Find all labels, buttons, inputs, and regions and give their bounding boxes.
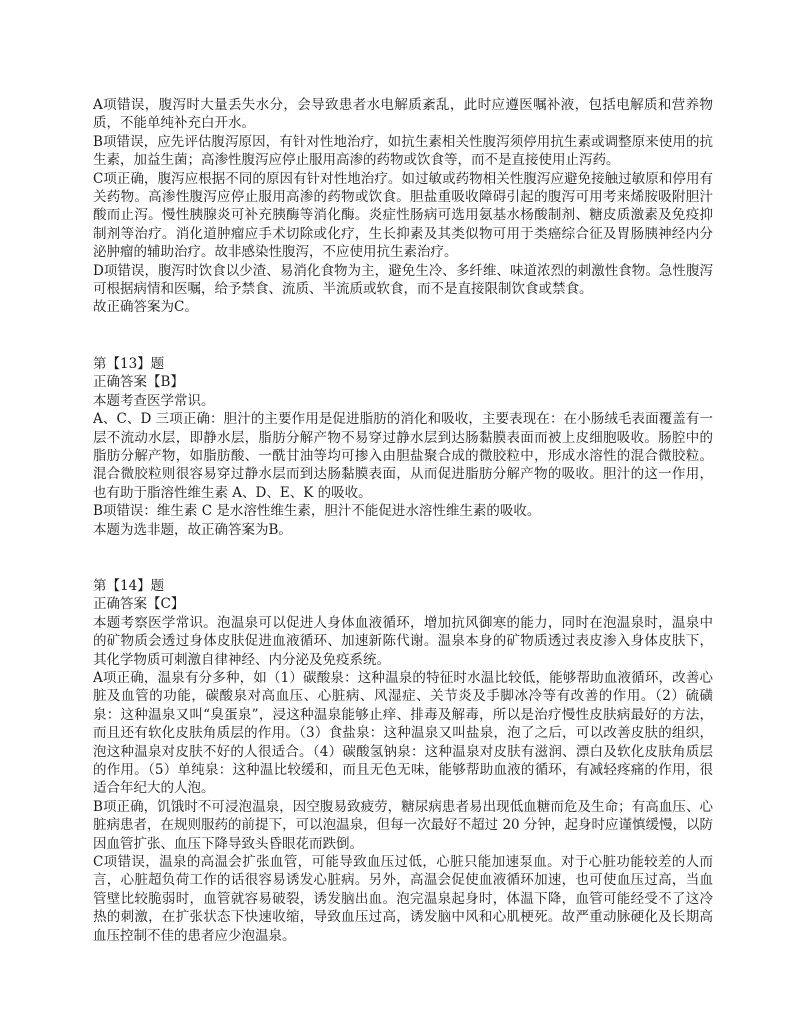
explanation-option-b: B项正确，饥饿时不可浸泡温泉，因空腹易致疲劳，糖尿病患者易出现低血糖而危及生命；有高血压、心脏病患者，在规则服药的前提下，可以泡温泉，但每一次最好不超过 20 分钟，起身时应谨慎缓慢，以防因血管扩张、血压下降导致头昏眼花而跌倒。	[93, 798, 713, 852]
topic-statement: 本题考查医学常识。	[93, 392, 215, 409]
explanation-option-b: B项错误：维生素 C 是水溶性维生素，胆汁不能促进水溶性维生素的吸收。	[93, 503, 541, 520]
explanation-option-d: D项错误，腹泻时饮食以少渣、易消化食物为主，避免生冷、多纤维、味道浓烈的刺激性食物。急性腹泻可根据病情和医嘱，给予禁食、流质、半流质或软食，而不是直接限制饮食或禁食。	[93, 262, 713, 298]
final-answer-statement: 故正确答案为C。	[93, 299, 198, 316]
topic-statement: 本题考察医学常识。泡温泉可以促进人身体血液循环，增加抗风御寒的能力，同时在泡温泉时，温泉中的矿物质会透过身体皮肤促进血液循环、加速新陈代谢。温泉本身的矿物质透过表皮渗入身体皮肤下，其化学物质可刺激自律神经、内分泌及免疫系统。	[93, 614, 713, 668]
question-13	[93, 355, 713, 539]
final-answer-statement: 本题为选非题，故正确答案为B。	[93, 521, 292, 538]
explanation-option-c: C项正确，腹泻应根据不同的原因有针对性地治疗。如过敏或药物相关性腹泻应避免接触过敏原和停用有关药物。高渗性腹泻应停止服用高渗的药物或饮食。胆盐重吸收障碍引起的腹泻可用考来烯胺吸附胆汁酸而止泻。慢性胰腺炎可补充胰酶等消化酶。炎症性肠病可选用氨基水杨酸制剂、糖皮质激素及免疫抑制剂等治疗。消化道肿瘤应手术切除或化疗，生长抑素及其类似物可用于类癌综合征及胃肠胰神经内分泌肿瘤的辅助治疗。故非感染性腹泻，不应使用抗生素治疗。	[93, 170, 713, 261]
question-title: 第【13】题	[93, 355, 165, 372]
correct-answer: 正确答案【C】	[93, 596, 185, 613]
question-title: 第【14】题	[93, 577, 165, 594]
explanation-option-c: C项错误，温泉的高温会扩张血管，可能导致血压过低，心脏只能加速泵血。对于心脏功能较差的人而言，心脏超负荷工作的话很容易诱发心脏病。另外，高温会促使血液循环加速，也可使血压过高，当血管壁比较脆弱时，血管就容易破裂，诱发脑出血。泡完温泉起身时，体温下降，血管可能经受不了这冷热的刺激，在扩张状态下快速收缩，导致血压过高，诱发脑中风和心肌梗死。故严重动脉硬化及长期高血压控制不佳的患者应少泡温泉。	[93, 854, 713, 944]
explanation-option-a: A项错误，腹泻时大量丢失水分，会导致患者水电解质紊乱，此时应遵医嘱补液，包括电解质和营养物质，不能单纯补充白开水。	[93, 97, 713, 132]
explanation-option-a: A项正确，温泉有分多种，如（1）碳酸泉：这种温泉的特征时水温比较低，能够帮助血液循环，改善心脏及血管的功能，碳酸泉对高血压、心脏病、风湿症、关节炎及手脚冰冷等有改善的作用。（2）硫磺泉：这种温泉又叫“臭蛋泉”，浸这种温泉能够止痒、排毒及解毒，所以是治疗慢性皮肤病最好的方法，而且还有软化皮肤角质层的作用。（3）食盐泉：这种温泉又叫盐泉，泡了之后，可以改善皮肤的组织，泡这种温泉对皮肤不好的人很适合。（4）碳酸氢钠泉：这种温泉对皮肤有滋润、漂白及软化皮肤角质层的作用。（5）单纯泉：这种温比较缓和，而且无色无味，能够帮助血液的循环，有减轻疼痛的作用，很适合年纪大的人泡。	[93, 669, 713, 797]
document-page	[93, 96, 713, 945]
correct-answer: 正确答案【B】	[93, 374, 184, 391]
section-spacer	[93, 539, 713, 577]
question-14	[93, 577, 713, 945]
question-12-explanation	[93, 96, 713, 317]
explanation-options-acd: A、C、D 三项正确：胆汁的主要作用是促进脂肪的消化和吸收，主要表现在：在小肠绒毛表面覆盖有一层不流动水层，即静水层，脂肪分解产物不易穿过静水层到达肠黏膜表面而被上皮细胞吸收。肠腔中的脂肪分解产物，如脂肪酸、一酰甘油等均可掺入由胆盐聚合成的微胶粒中，形成水溶性的混合微胶粒。混合微胶粒则很容易穿过静水层而到达肠黏膜表面，从而促进脂肪分解产物的吸收。胆汁的这一作用，也有助于脂溶性维生素 A、D、E、K 的吸收。	[93, 411, 713, 501]
explanation-option-b: B项错误，应先评估腹泻原因，有针对性地治疗，如抗生素相关性腹泻须停用抗生素或调整原来使用的抗生素，加益生菌；高渗性腹泻应停止服用高渗的药物或饮食等，而不是直接使用止泻药。	[93, 133, 713, 169]
section-spacer	[93, 317, 713, 355]
